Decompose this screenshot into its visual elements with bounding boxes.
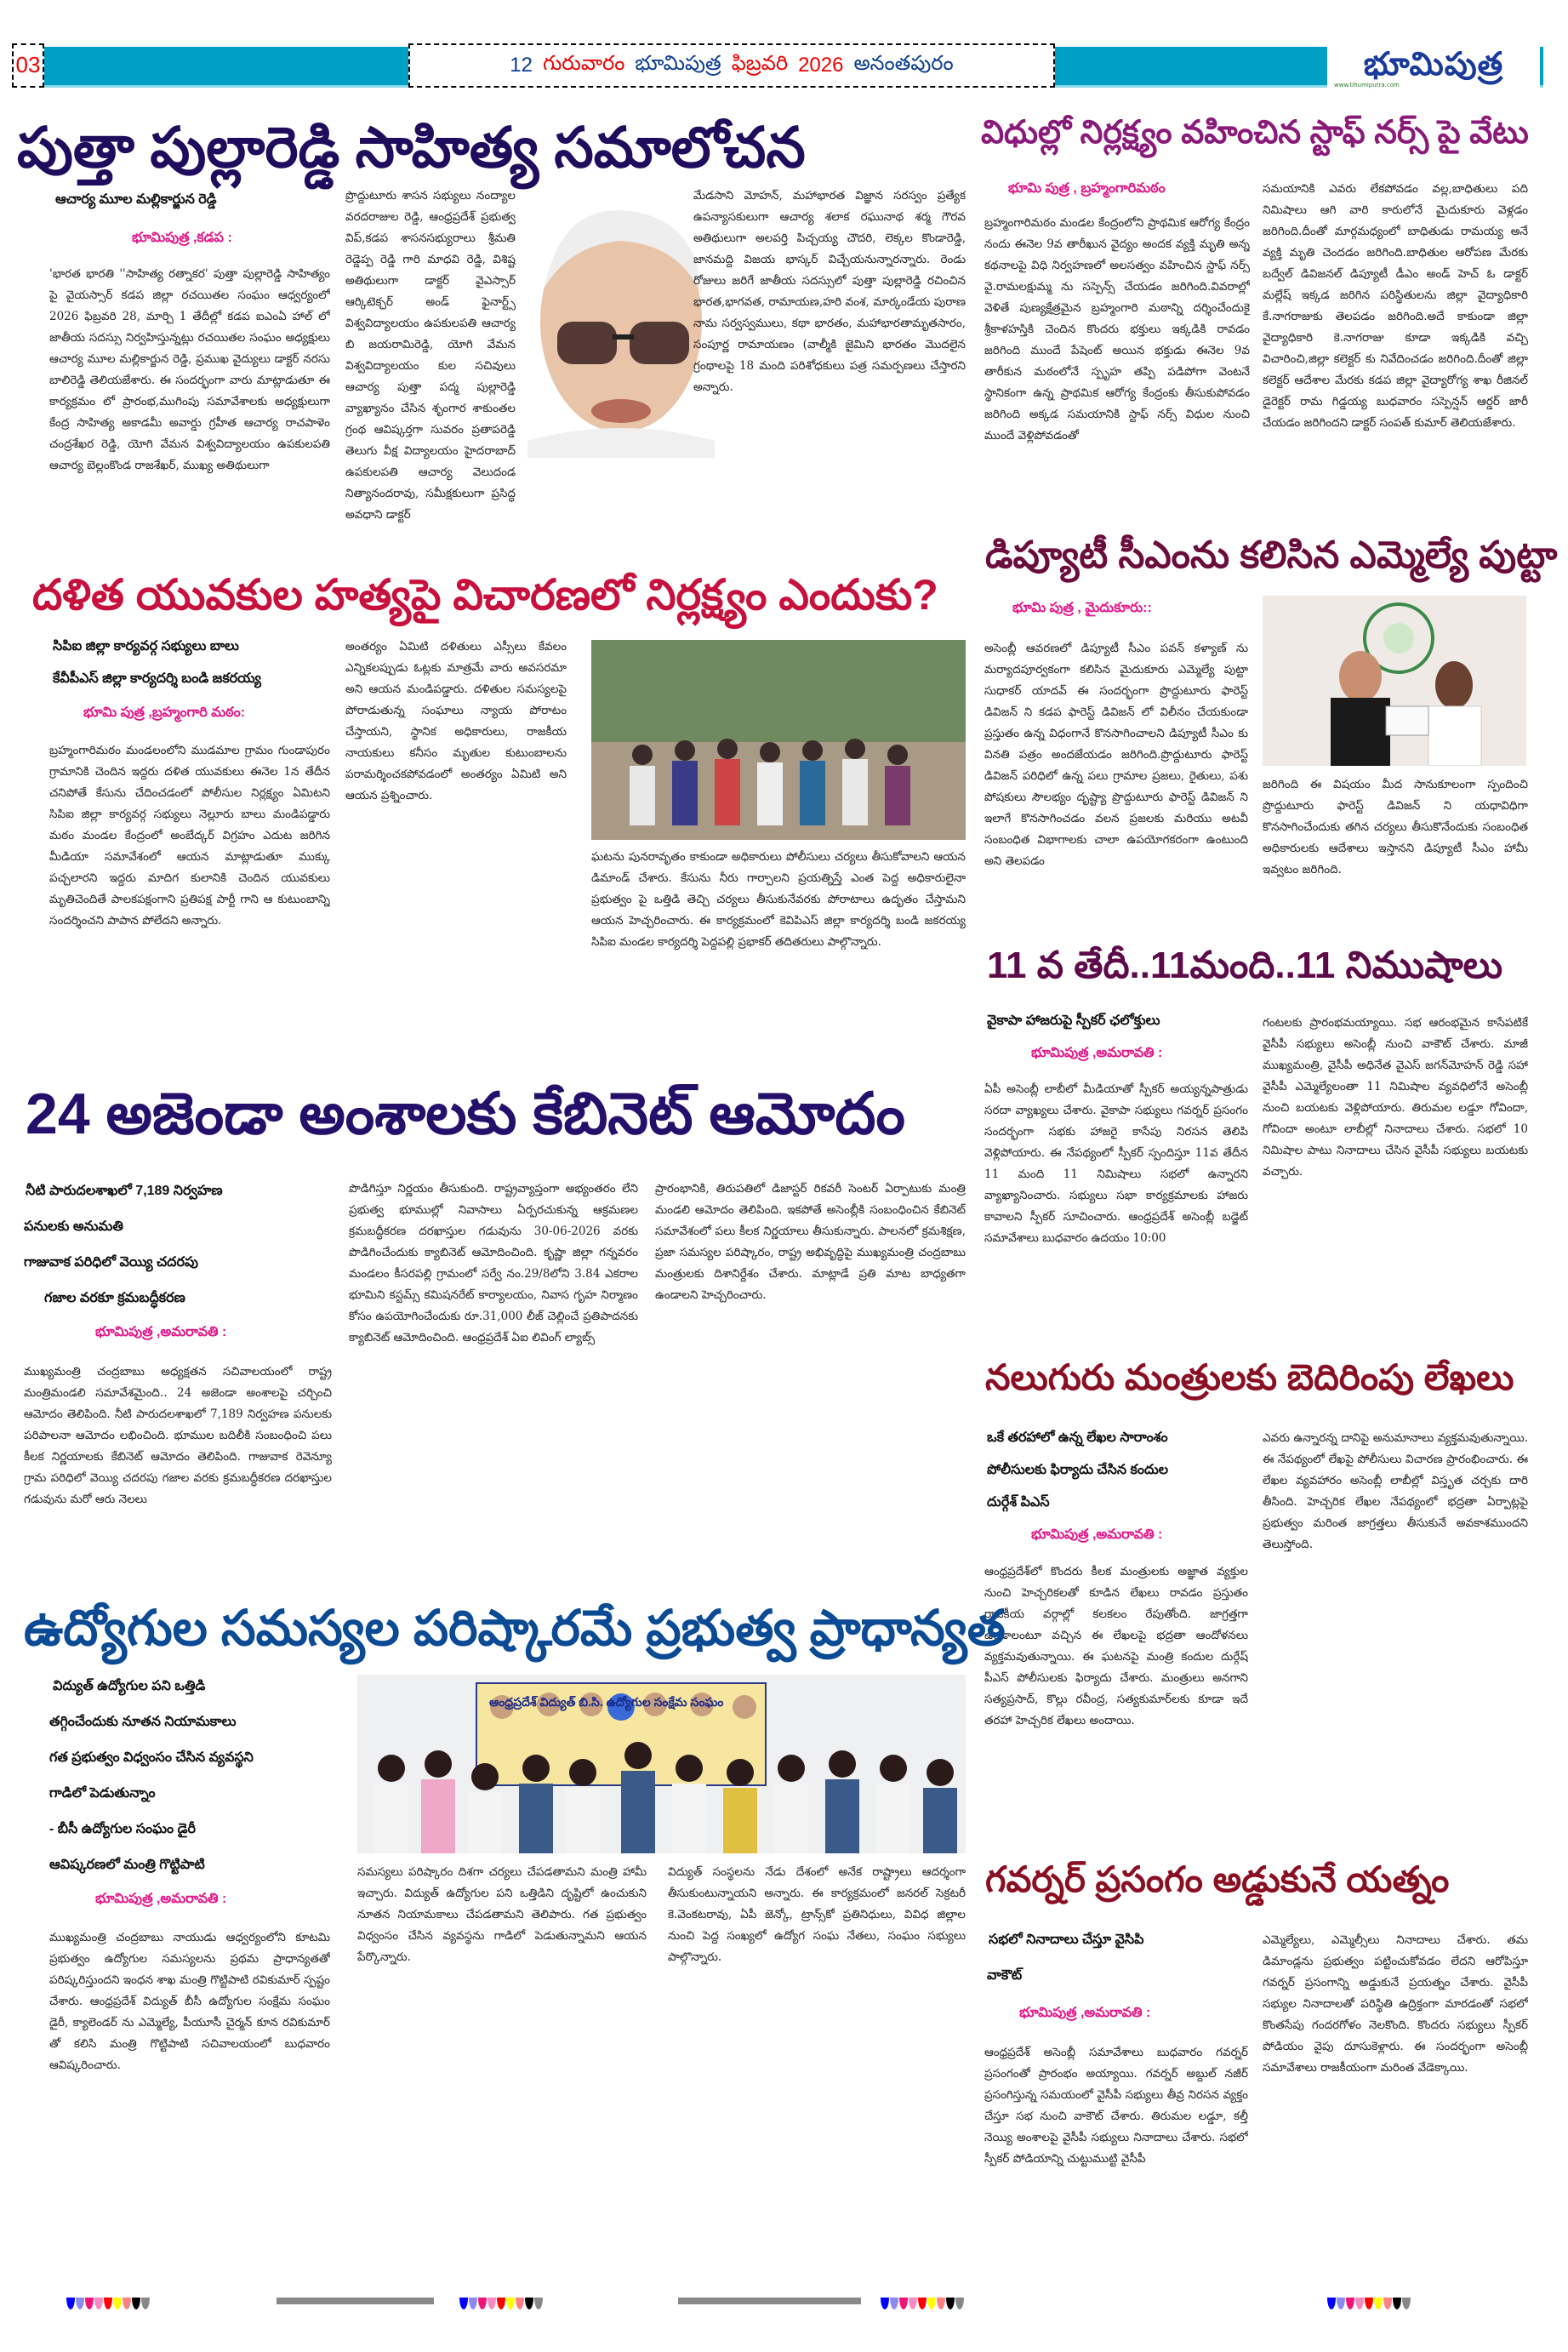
governor-column-2: ఎమ్మెల్యేలు, ఎమ్మెల్సీలు నినాదాలు చేశారు. తమ డిమాండ్లను ప్రభుత్వం పట్టించుకోవడం లేదని ఆరోపిస్తూ గవర్నర్ ప్రసంగాన్ని అడ్డుకునే ప్రయత్నం చేశారు. వైసీపీ సభ్యుల నినాదాలతో పరిస్థితి ఉద్రిక్తంగా మారడంతో సభలో కొంతసేపు గందరగోళం నెలకొంది. కొందరు సభ్యులు స్పీకర్ పోడియం వైపు దూసుకెళ్లారు. ఈ సందర్భంగా అసెంబ్లీ సమావేశాలు రాజకీయంగా మరింత వేడెక్కాయి.: [1263, 1933, 1528, 2075]
employees-photo-banner-text: ఆంధ్రప్రదేశ్ విద్యుత్ బి.సి. ఉద్యోగుల సంక్షేమ సంఘం: [489, 1695, 724, 1709]
footer-color-dot: [488, 2298, 496, 2309]
dateline-putta: భూమిపుత్ర ,కడప :: [132, 231, 232, 245]
footer-color-dot: [66, 2298, 75, 2309]
employees-column-1: ముఖ్యమంత్రి చంద్రబాబు నాయుడు ఆధ్వర్యంలోని కూటమి ప్రభుత్వం ఉద్యోగుల సమస్యలను ప్రథమ ప్రాధాన్యతతో పరిష్కరిస్తుందని ఇంధన శాఖ మంత్రి గొట్టిపాటి రవికుమార్ స్పష్టం చేశారు. ఆంధ్రప్రదేశ్ విద్యుత్ బీసీ ఉద్యోగుల సంక్షేమ సంఘం డైరీ, క్యాలెండర్ ను ఎమ్మెల్యే, పీయూసీ చైర్మన్ కూన రవికుమార్ తో కలిసి మంత్రి గొట్టిపాటి సచివాలయంలో బుధవారం ఆవిష్కరించారు.: [49, 1931, 330, 2072]
employees-subhead-5: - బీసీ ఉద్యోగుల సంఘం డైరీ: [49, 1822, 196, 1836]
footer-color-dot: [459, 2298, 468, 2309]
footer-color-dot: [123, 2298, 131, 2309]
dalitha-protest-photo: [591, 640, 966, 840]
dateline-staff-nurse: భూమి పుత్ర , బ్రహ్మంగారిమఠం: [1008, 181, 1166, 196]
footer-bar-1: [277, 2298, 434, 2304]
footer-color-dot: [1365, 2298, 1373, 2309]
putta-column-3: మేడసాని మోహన్, మహాభారత విజ్ఞాన సరస్వం ప్రత్యేక ఉపన్యాసకులుగా ఆచార్య శలాక రఘునాథ శర్మ గౌరవ అతిథులుగా అలపర్తి పిచ్చయ్య చౌదరి, లెక్కల కొండారెడ్డి, జానమద్ది విజయ భాస్కర్ విచ్చేయనున్నారన్నారు. రెండు రోజులు జరిగే జాతీయ సదస్సులో పుత్తా పుల్లారెడ్డి రచించిన భారత,భాగవత, రామాయణ,హరి వంశ, మార్కండేయ పురాణ నామ సర్వస్వములు, కథా భారతం, మహాభారతామృతసారం, సంపూర్ణ రామాయణం (వాల్మీకి జైమిని భారతం మొదలైన గ్రంథాలపై 18 మంది పరిశోధకులు పత్ర సమర్పణలు చేస్తారని అన్నారు.: [693, 189, 966, 394]
meeting-illustration: [1263, 596, 1526, 766]
footer-color-dot: [918, 2298, 927, 2309]
footer-color-dots-3: [881, 2298, 964, 2309]
date-month: ఫిబ్రవరి: [731, 51, 789, 75]
footer-color-dots-4: [1327, 2298, 1411, 2309]
footer-color-dot: [1327, 2298, 1336, 2309]
byline-putta: ఆచార్య మూల మల్లికార్జున రెడ్డి: [55, 192, 217, 207]
footer-color-dot: [534, 2298, 543, 2309]
date-year: 2026: [798, 54, 844, 77]
dateline-threat: భూమిపుత్ర ,అమరావతి :: [1031, 1527, 1163, 1542]
footer-color-dot: [132, 2298, 140, 2309]
putta-portrait-photo: [510, 194, 723, 458]
page-number: 03: [12, 43, 44, 88]
cabinet-column-3: ప్రారంభానికి, తిరుపతిలో డిజాస్టర్ రికవరీ సెంటర్ ఏర్పాటుకు మంత్రి మండలి ఆమోదం తెలిపింది. ఇకపోతే అసెంబ్లీకి సంబంధించిన కేబినెట్ సమావేశంలో పలు కీలక నిర్ణయాలు తీసుకున్నారు. పాలనలో క్రమశిక్షణ, ప్రజా సమస్యల పరిష్కారం, రాష్ట్ర అభివృద్ధిపై ముఖ్యమంత్రి చంద్రబాబు మంత్రులకు దిశానిర్దేశం చేశారు. మాట్లాడే ప్రతి మాట బాధ్యతగా ఉండాలని హెచ్చరించారు.: [655, 1182, 966, 1302]
dateline-eleven: భూమిపుత్ర ,అమరావతి :: [1031, 1046, 1163, 1060]
footer-color-dot: [525, 2298, 533, 2309]
dalitha-subhead-2: కేవీపీఎస్ జిల్లా కార్యదర్శి బండి జకరయ్య: [53, 671, 261, 686]
footer-color-dot: [937, 2298, 945, 2309]
headline-cabinet: 24 అజెండా అంశాలకు కేబినెట్ ఆమోదం: [26, 1082, 905, 1146]
date-banner: [408, 43, 1055, 88]
footer-color-dot: [890, 2298, 898, 2309]
protest-illustration: [591, 640, 966, 840]
dalitha-subhead-1: సిపిఐ జిల్లా కార్యవర్గ సభ్యులు బాలు: [53, 639, 239, 654]
headline-putta: పుత్తా పుల్లారెడ్డి సాహిత్య సమాలోచన: [17, 116, 806, 179]
logo-tagline: [1327, 82, 1540, 88]
deputy-cm-column-2: జరిగింది ఈ విషయం మీద సానుకూలంగా స్పందించి ప్రొద్దుటూరు ఫారెస్ట్ డివిజన్ ని యధావిధిగా కొనసాగించేందుకు తగిన చర్యలు తీసుకొనేందుకు సంబంధిత అధికారులకు ఆదేశాలు ఇస్తానని డిప్యూటీ సీఎం హామీ ఇవ్వటం జరిగింది.: [1263, 778, 1528, 876]
date-day: 12: [510, 54, 533, 77]
footer-color-dot: [506, 2298, 515, 2309]
footer-color-dot: [909, 2298, 917, 2309]
footer-color-dot: [1355, 2298, 1364, 2309]
dateline-employees: భూమిపుత్ర ,అమరావతి :: [95, 1892, 227, 1906]
eleven-subhead-1: వైకాపా హాజరుపై స్పీకర్ ఛలోక్తులు: [987, 1013, 1160, 1028]
deputy-cm-meeting-photo: [1263, 596, 1526, 766]
footer-color-dot: [76, 2298, 84, 2309]
employees-column-3: విద్యుత్ సంస్థలను నేడు దేశంలో అనేక రాష్ట్రాలు ఆదర్శంగా తీసుకుంటున్నాయని అన్నారు. ఈ కార్యక్రమంలో జనరల్ సెక్రటరీ కె.వెంకటరావు, ఏపీ జెన్కో, ట్రాన్స్‌కో ప్రతినిధులు, వివిధ జిల్లాల నుంచి పెద్ద సంఖ్యలో ఉద్యోగ సంఘ నేతలు, సంఘం సభ్యులు పాల్గొన్నారు.: [668, 1865, 966, 1964]
date-weekday: గురువారం: [542, 51, 625, 75]
employees-subhead-3: గత ప్రభుత్వం విధ్వంసం చేసిన వ్యవస్థని: [49, 1750, 254, 1765]
footer-color-dot: [94, 2298, 103, 2309]
putta-column-2: ప్రొద్దుటూరు శాసన సభ్యులు నంద్యాల వరదరాజుల రెడ్డి, ఆంధ్రప్రదేశ్ ప్రభుత్వ విప్,కడప శాసనసభ్యురాలు శ్రీమతి రెడ్డెప్ప రెడ్డి గారి మాధవి రెడ్డి, విశిష్ట అతిథులుగా డాక్టర్ వైఎస్సార్ ఆర్కిటెక్చర్ అండ్ ఫైనార్ట్స్ విశ్వవిద్యాలయం ఉపకులపతి ఆచార్య బి జయరామిరెడ్డి, యోగి వేమన విశ్వవిద్యాలయం కుల సచివులు ఆచార్య పుత్తా పద్మ పుల్లారెడ్డి వ్యాఖ్యానం చేసిన శృంగార శాకుంతల గ్రంథ ఆవిష్కర్తగా సువరం ప్రతాపరెడ్డి తెలుగు వీక్ష విద్యాలయం హైదరాబాద్ ఉపకులపతి ఆచార్య వెలుదండ నిత్యానందరావు, సమీక్షకులుగా ప్రసిద్ధ అవధాని డాక్టర్: [345, 189, 516, 522]
date-city: అనంతపురం: [853, 51, 954, 75]
headline-governor: గవర్నర్ ప్రసంగం అడ్డుకునే యత్నం: [985, 1859, 1450, 1899]
employees-subhead-2: తగ్గించేందుకు నూతన నియామకాలు: [49, 1715, 237, 1729]
staff-nurse-column-2: సమయానికి ఎవరు లేకపోవడం వల్ల,బాధితులు పది నిమిషాలు ఆగి వారి కారులోనే మైదుకూరు వెళ్లడం జరిగింది.దీంతో మార్గమధ్యంలో బాధితుడు రామయ్య అనే వ్యక్తి మృతి చెందడం జరిగింది.బాధితుల ఆరోపణ మేరకు బద్వేల్ డివిజనల్ డిప్యూటీ డీఎం అండ్ హెచ్ ఓ డాక్టర్ మల్లేష్ ఇక్కడ జరిగిన పరిస్థితులను జిల్లా వైద్యాధికారి కే.నాగరాజుకు తెలపడం జరిగింది.అదే కాకుండా జిల్లా వైద్యాధికారి కె.నాగరాజు కూడా ఇక్కడికి వచ్చి విచారించి,జిల్లా కలెక్టర్ కు నివేదించడం జరిగింది.దీంతో జిల్లా కలెక్టర్ ఆదేశాల మేరకు కడప జిల్లా వైద్యారోగ్య శాఖ రీజినల్ డైరెక్టర్ రామ గిడ్డయ్య బుధవారం సస్పెన్షన్ ఆర్డర్ జారీ చేయడం జరిగిందని డాక్టర్ సంపత్ కుమార్ తెలియజేశారు.: [1263, 182, 1528, 430]
threat-subhead-1: ఒకే తరహాలో ఉన్న లేఖల సారాంశం: [987, 1430, 1168, 1445]
logo-text: భూమిపుత్ర: [1363, 47, 1504, 83]
eleven-column-1: ఏపీ అసెంబ్లీ లాబీలో మీడియాతో స్పీకర్ అయ్యన్నపాత్రుడు సరదా వ్యాఖ్యలు చేశారు. వైకాపా సభ్యులు గవర్నర్ ప్రసంగం సందర్భంగా సభకు హాజరై కాసేపు నిరసన తెలిపి వెళ్లిపోయారు. ఈ నేపథ్యంలో స్పీకర్ స్పందిస్తూ 11వ తేదీన 11 మంది 11 నిమిషాలు సభలో ఉన్నారని వ్యాఖ్యానించారు. సభ్యులు సభా కార్యక్రమాలకు హాజరు కావాలని స్పీకర్ సూచించారు. ఆంధ్రప్రదేశ్ అసెంబ్లీ బడ్జెట్ సమావేశాలు బుధవారం ఉదయం 10:00: [984, 1082, 1248, 1245]
deputy-cm-column-1: అసెంబ్లీ ఆవరణలో డిప్యూటీ సీఎం పవన్ కళ్యాణ్ ను మర్యాదపూర్వకంగా కలిసిన మైదుకూరు ఎమ్మెల్యే పుట్టా సుధాకర్ యాదవ్ ఈ సందర్భంగా ప్రొద్దుటూరు ఫారెస్ట్ డివిజన్ ని కడప ఫారెస్ట్ డివిజన్ లో విలీనం చేయకుండా ప్రస్తుతం ఉన్న విధంగానే కొనసాగించాలని డిప్యూటీ సీఎం కు వినతి పత్రం అందజేయడం జరిగింది.ప్రొద్దుటూరు ఫారెస్ట్ డివిజన్ పరిధిలో ఉన్న పలు గ్రామాల ప్రజలు, రైతులు, పశు పోషకులు సౌలభ్యం దృష్ట్యా ప్రొద్దుటూరు ఫారెస్ట్ డివిజన్ ని ఇలాగే కొనసాగించడం వలన ప్రజలకు మరియు అటవీ సంబంధిత విభాగాలకు చాలా ఉపయోగకరంగా ఉంటుంది అని తెలపడం: [984, 642, 1248, 868]
headline-deputy-cm: డిప్యూటీ సీఎంను కలిసిన ఎమ్మెల్యే పుట్టా: [985, 534, 1558, 576]
headline-eleven: 11 వ తేదీ..11మంది..11 నిముషాలు: [987, 945, 1503, 986]
dateline-cabinet: భూమిపుత్ర ,అమరావతి :: [95, 1325, 227, 1339]
footer-color-dot: [1383, 2298, 1392, 2309]
dalitha-column-3: ఘటను పునరావృతం కాకుండా అధికారులు పోలీసులు చర్యలు తీసుకోవాలని ఆయన డిమాండ్ చేశారు. కేసును నీరు గార్చాలని ప్రయత్నిస్తే ఎంత పెద్ద అధికారులైనా ప్రభుత్వం పై ఒత్తిడి తెచ్చి చర్యలు తీసుకునేవరకు పోరాటాలు ఉదృతం చేస్తామని ఆయన హెచ్చరించారు. ఈ కార్యక్రమంలో కెవిపిఎస్ జిల్లా కార్యదర్శి బండి జకరయ్య సిపిఐ మండల కార్యదర్శి పెద్దపల్లి ప్రభాకర్ తదితరులు పాల్గొన్నారు.: [591, 850, 966, 949]
dalitha-column-2: అంతర్యం ఏమిటి దళితులు ఎస్సీలు కేవలం ఎన్నికలప్పుడు ఓట్లకు మాత్రమే వారు అవసరమా అని ఆయన మండిపడ్డారు. దళితుల సమస్యలపై పోరాడుతున్న సంఘాలు న్యాయ పోరాటం చేస్తాయని, స్థానిక అధికారులు, రాజకీయ నాయకులు కనీసం మృతుల కుటుంబాలను పరామర్శించకపోవడంలో అంతర్యం ఏమిటి అని ఆయన ప్రశ్నించారు.: [345, 640, 567, 802]
employees-subhead-6: ఆవిష్కరణలో మంత్రి గొట్టిపాటి: [49, 1858, 205, 1872]
footer-color-dot: [1374, 2298, 1383, 2309]
dateline-deputy-cm: భూమి పుత్ర , మైదుకూరు::: [1012, 601, 1152, 615]
footer-color-dot: [946, 2298, 955, 2309]
threat-subhead-3: దుర్గేశ్ పిఎస్: [987, 1495, 1050, 1510]
cabinet-column-2: పొడిగిస్తూ నిర్ణయం తీసుకుంది. రాష్ట్రవ్యాప్తంగా అభ్యంతరం లేని ప్రభుత్వ భూముల్లో నివాసాలు ఏర్పరచుకున్న ఆక్రమణల క్రమబద్ధీకరణ దరఖాస్తుల గడువును 30-06-2026 వరకు పొడిగించేందుకు క్యాబినెట్ ఆమోదించింది. కృష్ణా జిల్లా గన్నవరం మండలం కీసరపల్లి గ్రామంలో సర్వే నం.29/8లోని 3.84 ఎకరాల భూమిని కస్టమ్స్ కమిషనరేట్ కార్యాలయం, నివాస గృహ నిర్మాణం కోసం ఉపయోగించేందుకు రూ.31,000 లీజ్ చెల్లించే ప్రతిపాదనకు క్యాబినెట్ ఆమోదించింది. ఆంధ్రప్రదేశ్ ఏఐ లివింగ్ ల్యాబ్స్: [349, 1182, 638, 1344]
footer-color-dot: [955, 2298, 964, 2309]
footer-color-dot: [1402, 2298, 1411, 2309]
footer-color-dots-2: [459, 2298, 543, 2309]
governor-column-1: ఆంధ్రప్రదేశ్ అసెంబ్లీ సమావేశాలు బుధవారం గవర్నర్ ప్రసంగంతో ప్రారంభం అయ్యాయి. గవర్నర్ అబ్దుల్ నజీర్ ప్రసంగిస్తున్న సమయంలో వైసీపీ సభ్యులు తీవ్ర నిరసన వ్యక్తం చేస్తూ సభ నుంచి వాకౌట్ చేశారు. తిరుమల లడ్డూ, కల్తీ నెయ్యి అంశాలపై వైసీపీ సభ్యులు నినాదాలు చేశారు. సభలో స్పీకర్ పోడియాన్ని చుట్టుముట్టి వైసీపీ: [984, 2046, 1248, 2166]
date-paper-name: భూమిపుత్ర: [635, 51, 721, 75]
governor-subhead-2: వాకౌట్: [987, 1968, 1023, 1983]
headline-employees: ఉద్యోగుల సమస్యల పరిష్కారమే ప్రభుత్వ ప్రాధాన్యత: [24, 1601, 1006, 1656]
footer-color-dot: [1393, 2298, 1401, 2309]
threat-subhead-2: పోలీసులకు ఫిర్యాదు చేసిన కందుల: [987, 1463, 1169, 1477]
footer-bar-2: [678, 2298, 861, 2304]
employees-column-2: సమస్యలు పరిష్కారం దిశగా చర్యలు చేపడతామని మంత్రి హామీ ఇచ్చారు. విద్యుత్ ఉద్యోగుల పని ఒత్తిడిని దృష్టిలో ఉంచుకుని నూతన నియామకాలు చేపడతామని తెలిపారు. గత ప్రభుత్వం విధ్వంసం చేసిన వ్యవస్థను గాడిలో పెడుతున్నామని ఆయన పేర్కొన్నారు.: [357, 1865, 647, 1964]
employees-subhead-1: విద్యుత్ ఉద్యోగుల పని ఒత్తిడి: [53, 1679, 206, 1693]
footer-color-dot: [141, 2298, 150, 2309]
footer-color-dot: [927, 2298, 936, 2309]
staff-nurse-column-1: బ్రహ్మంగారిమఠం మండల కేంద్రంలోని ప్రాథమిక ఆరోగ్య కేంద్రం నందు ఈనెల 9వ తారీఖున వైద్యం అందక వ్యక్తి మృతి అన్న కథనాలపై విధి నిర్వహణలో అలసత్వం వహించిన స్టాఫ్ నర్స్ వై.రామలక్షుమ్మ ను సస్పెన్స్ చేయడం జరిగింది.వివరాల్లో వెళితే పుణ్యక్షేత్రమైన బ్రహ్మంగారి మఠాన్ని దర్శించేందుకై శ్రీకాళహస్తికి చెందిన కొందరు భక్తులు ఇక్కడికి రావడం జరిగింది ముందే పేషెంట్ అయిన భక్తుడు ఈనెల 9వ తారీకున మఠంలోనే స్పృహ తప్పి పడిపోగా వెంటనే స్థానికంగా ఉన్న ప్రాథమిక ఆరోగ్య కేంద్రంకు తీసుకుపోవడం జరిగింది అక్కడ సమయానికి స్టాఫ్ నర్స్ విధుల నుంచి ముందే వెళ్లిపోవడంతో: [984, 216, 1250, 442]
eleven-column-2: గంటలకు ప్రారంభమయ్యాయి. సభ ఆరంభమైన కాసేపటికే వైసీపీ సభ్యులు అసెంబ్లీ నుంచి వాకౌట్ చేశారు. మాజీ ముఖ్యమంత్రి, వైసీపీ అధినేత వైఎస్ జగన్‌మోహన్ రెడ్డి సహా వైసీపీ ఎమ్మెల్యేలంతా 11 నిమిషాల వ్యవధిలోనే అసెంబ్లీ నుంచి బయటకు వెళ్లిపోయారు. తిరుమల లడ్డూ గోవిందా, గోవిందా అంటూ లాబీల్లో నినాదాలు చేశారు. సభలో 10 నిమిషాల పాటు నినాదాలు చేసిన వైసీపీ సభ్యులు బయటకు వచ్చారు.: [1263, 1016, 1528, 1179]
dateline-governor: భూమిపుత్ర ,అమరావతి :: [1019, 2006, 1151, 2020]
footer-color-dots-1: [66, 2298, 150, 2309]
putta-column-1: 'భారత భారతి ''సాహిత్య రత్నాకర' పుత్తా పుల్లారెడ్డి సాహిత్యం పై వైయస్సార్ కడప జిల్లా రచయితల సంఘం ఆధ్వర్యంలో 2026 ఫిబ్రవరి 28, మార్చి 1 తేదీల్లో కడప ఐఎంఏ హాల్ లో జాతీయ సదస్సు నిర్వహిస్తున్నట్లు రచయితల సంఘం అధ్యక్షులు ఆచార్య మూల మల్లికార్జున రెడ్డి, ప్రముఖ వైద్యులు డాక్టర్ నరసు బాలిరెడ్డి తెలియజేశారు. ఈ సందర్భంగా వారు మాట్లాడుతూ ఈ కార్యక్రమం లో ప్రారంభ,ముగింపు సమావేశాలకు అధ్యక్షులుగా కేంద్ర సాహిత్య అకాడమీ అవార్డు గ్రహీత ఆచార్య రాచపాళెం చంద్రశేఖర రెడ్డి, యోగి వేమన విశ్వవిద్యాలయం ఉపకులపతి ఆచార్య బెల్లంకొండ రాజశేఖర్, ముఖ్య అతిథులుగా: [49, 267, 330, 472]
dateline-dalitha: భూమి పుత్ర ,బ్రహ్మంగారి మఠం:: [83, 705, 246, 720]
headline-staff-nurse: విధుల్లో నిర్లక్ష్యం వహించిన స్టాఫ్ నర్స్ పై వేటు: [981, 115, 1529, 151]
footer-color-dot: [1337, 2298, 1345, 2309]
footer-color-dot: [1346, 2298, 1354, 2309]
footer-color-dot: [497, 2298, 505, 2309]
headline-threat-letters: నలుగురు మంత్రులకు బెదిరింపు లేఖలు: [985, 1357, 1514, 1397]
footer-color-dot: [881, 2298, 889, 2309]
dalitha-column-1: బ్రహ్మంగారిమఠం మండలంలోని ముడమాల గ్రామం గుండాపురం గ్రామానికి చెందిన ఇద్దరు దళిత యువకులు ఈనెల 1న తేదీన చనిపోతే కేసును చేదించడంలో పోలీసుల నిర్లక్ష్యం ఏమిటని సిపిఐ జిల్లా కార్యవర్గ సభ్యులు నెల్లూరు బాలు మండిపడ్డారు మఠం మండల కేంద్రంలో అంబేద్కర్ విగ్రహం ఎదుట జరిగిన మీడియా సమావేశంలో ఆయన మాట్లాడుతూ ముక్కు పచ్చలారని ఇద్దరు మాదిగ కులానికి చెందిన యువకులు మృతిచెందితే పాలకపక్షంగాని ప్రతిపక్ష పార్టీ గాని ఆ కుటుంబాన్ని సందర్శించని పాపాన పోలేదని అన్నారు.: [49, 744, 330, 928]
newspaper-logo: [1327, 47, 1540, 89]
footer-color-dot: [899, 2298, 908, 2309]
threat-column-1: ఆంధ్రప్రదేశ్‌లో కొందరు కీలక మంత్రులకు అజ్ఞాత వ్యక్తుల నుంచి హెచ్చరికలతో కూడిన లేఖలు రావడం ప్రస్తుతం రాజకీయ వర్గాల్లో కలకలం రేపుతోంది. జాగ్రత్తగా ఉండాలంటూ వచ్చిన ఈ లేఖలపై భద్రతా ఆందోళనలు వ్యక్తమవుతున్నాయి. ఈ ఘటనపై మంత్రి కందుల దుర్గేష్ పీఎస్ పోలీసులకు ఫిర్యాదు చేశారు. మంత్రులు అనగాని సత్యప్రసాద్, కొల్లు రవీంద్ర, సత్యకుమార్‌లకు కూడా ఇదే తరహా హెచ్చరిక లేఖలు అందాయి.: [984, 1565, 1248, 1727]
footer-color-dot: [516, 2298, 524, 2309]
portrait-illustration: [510, 194, 723, 458]
employees-subhead-4: గాడిలో పెడుతున్నాం: [49, 1786, 156, 1801]
governor-subhead-1: సభలో నినాదాలు చేస్తూ వైసిపి: [989, 1932, 1144, 1947]
cabinet-subhead-3: గాజువాక పరిధిలో వెయ్యి చదరపు: [24, 1255, 198, 1270]
cabinet-subhead-2: పనులకు అనుమతి: [24, 1219, 123, 1234]
headline-dalitha: దళిత యువకుల హత్యపై విచారణలో నిర్లక్ష్యం ఎందుకు?: [32, 571, 938, 619]
footer-color-dot: [478, 2298, 487, 2309]
cabinet-subhead-1: నీటి పారుదలశాఖలో 7,189 నిర్వహణ: [26, 1184, 223, 1198]
threat-column-2: ఎవరు ఉన్నారన్న దానిపై అనుమానాలు వ్యక్తమవుతున్నాయి. ఈ నేపథ్యంలో లేఖపై పోలీసులు విచారణ ప్రారంభించారు. ఈ లేఖల వ్యవహారం అసెంబ్లీ లాబీల్లో విస్తృత చర్చకు దారి తీసింది. హెచ్చరిక లేఖల నేపథ్యంలో భద్రతా ఏర్పాట్లపై ప్రభుత్వం మరింత జాగ్రత్తలు తీసుకునే అవకాశముందని తెలుస్తోంది.: [1263, 1431, 1528, 1551]
footer-color-dot: [104, 2298, 112, 2309]
footer-color-dot: [469, 2298, 477, 2309]
footer-color-dot: [85, 2298, 94, 2309]
footer-color-dot: [113, 2298, 122, 2309]
logo-url: www.bhumiputra.com: [1334, 82, 1400, 88]
cabinet-subhead-4: గజాల వరకూ క్రమబద్ధీకరణ: [44, 1291, 185, 1305]
cabinet-column-1: ముఖ్యమంత్రి చంద్రబాబు అధ్యక్షతన సచివాలయంలో రాష్ట్ర మంత్రిమండలి సమావేశమైంది.. 24 అజెండా అంశాలపై చర్చించి ఆమోదం తెలిపింది. నీటి పారుదలశాఖలో 7,189 నిర్వహణ పనులకు పరిపాలనా ఆమోదం లభించింది. భూముల బదిలీకి సంబంధించి పలు కీలక నిర్ణయాలకు కేబినెట్ ఆమోదం తెలిపింది. గాజువాక రెవెన్యూ గ్రామ పరిధిలో వెయ్యి చదరపు గజాల వరకు క్రమబద్ధీకరణ దరఖాస్తుల గడువును మరో ఆరు నెలలు: [24, 1365, 332, 1506]
